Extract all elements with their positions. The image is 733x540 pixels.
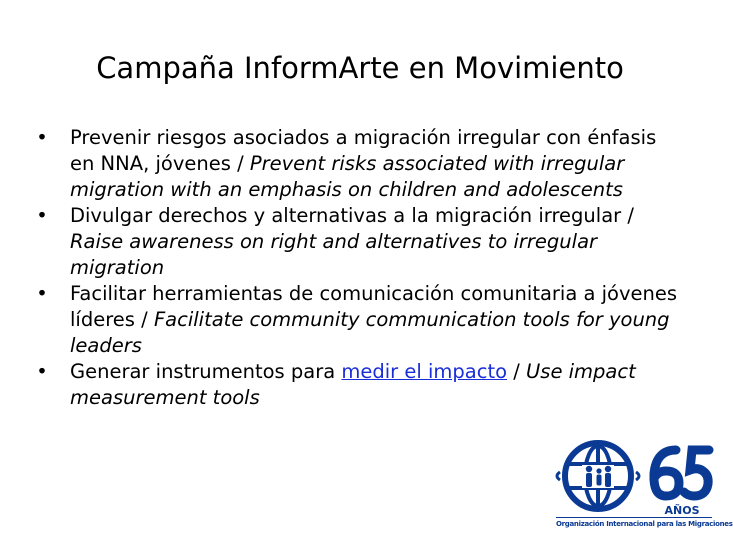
bullet-icon: • xyxy=(36,204,48,227)
bullet-list xyxy=(32,125,682,411)
slide-title: Campaña InformArte en Movimiento xyxy=(96,51,624,85)
bullet-text-en: Prevent risks associated with irregular migration with an emphasis on children and adolescents xyxy=(70,152,625,201)
anniversary-number-icon xyxy=(654,450,709,496)
bullet-item xyxy=(32,281,682,359)
bullet-item xyxy=(32,125,682,203)
bullet-item xyxy=(32,203,682,281)
bullet-icon: • xyxy=(36,282,48,305)
bullet-text-es: Prevenir riesgos asociados a migración irregular con énfasis en NNA, jóvenes / xyxy=(70,126,657,175)
bullet-text-es: Divulgar derechos y alternativas a la migración irregular / xyxy=(70,204,634,227)
bullet-text-es: Facilitar herramientas de comunicación comunitaria a jóvenes líderes / xyxy=(70,282,678,331)
bullet-text-en: Raise awareness on right and alternatives to irregular migration xyxy=(70,230,598,279)
years-label: AÑOS xyxy=(664,504,700,517)
organization-name: Organización Internacional para las Migraciones xyxy=(556,520,733,528)
bullet-icon: • xyxy=(36,126,48,149)
impact-link[interactable]: medir el impacto xyxy=(341,360,508,383)
bullet-text-es: Generar instrumentos para xyxy=(70,360,342,383)
bullet-text-en: Facilitate community communication tools for young leaders xyxy=(70,308,670,357)
bullet-item xyxy=(32,359,682,411)
bullet-text-en: Use impact measurement tools xyxy=(70,360,636,409)
bullet-icon: • xyxy=(36,360,48,383)
family-figures-icon xyxy=(582,465,614,488)
logo-divider xyxy=(556,517,712,518)
bullet-text-es: / xyxy=(507,360,527,383)
